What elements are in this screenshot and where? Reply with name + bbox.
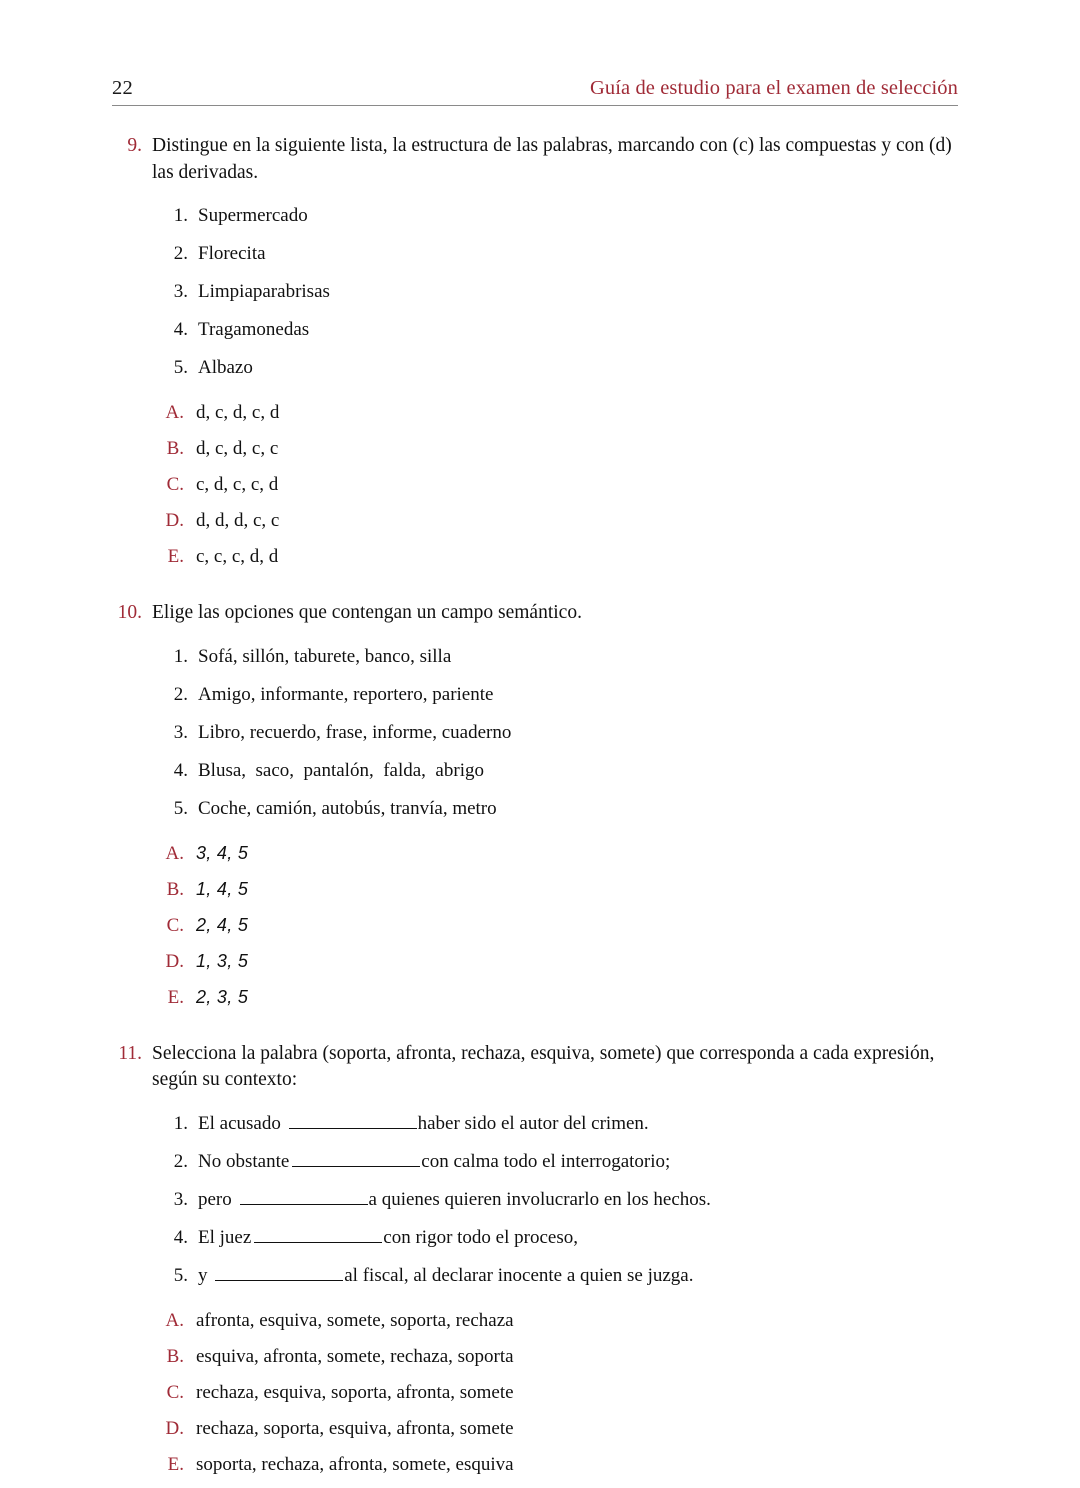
fill-in-blank[interactable] — [215, 1265, 343, 1281]
list-item-number: 4. — [173, 1226, 188, 1248]
option-letter: D. — [165, 950, 184, 972]
answer-option-a[interactable] — [112, 841, 960, 866]
list-item — [112, 644, 960, 669]
option-text: 1, 4, 5 — [196, 878, 249, 899]
question-10-text: Elige las opciones que contengan un campo semántico. — [152, 602, 582, 623]
option-letter: E. — [167, 986, 184, 1008]
fill-in-blank[interactable] — [240, 1189, 368, 1205]
question-spacer — [112, 580, 960, 600]
answer-option-e[interactable] — [112, 985, 960, 1010]
option-text: c, d, c, c, d — [196, 474, 279, 495]
option-text: soporta, rechaza, afronta, somete, esquiva — [196, 1453, 514, 1475]
answer-option-c[interactable] — [112, 913, 960, 938]
list-item — [112, 241, 960, 266]
header-title: Guía de estudio para el examen de selección — [589, 77, 958, 99]
answer-option-d[interactable] — [112, 949, 960, 974]
list-item — [112, 1149, 960, 1174]
question-9 — [112, 133, 960, 569]
question-10-number: 10. — [117, 602, 142, 623]
page-header — [112, 78, 958, 106]
list-item — [112, 682, 960, 707]
list-item-number: 1. — [173, 205, 188, 226]
option-letter: A. — [165, 402, 184, 423]
answer-option-d[interactable] — [112, 508, 960, 533]
question-11-heading — [112, 1041, 960, 1094]
fill-in-blank[interactable] — [289, 1113, 417, 1129]
option-letter: A. — [165, 842, 184, 864]
list-item-number: 3. — [173, 1188, 188, 1210]
question-10-item-list — [112, 644, 960, 821]
fill-in-blank[interactable] — [292, 1151, 420, 1167]
answer-option-a[interactable] — [112, 1308, 960, 1333]
option-letter: E. — [167, 1453, 184, 1475]
list-item — [112, 720, 960, 745]
answer-option-b[interactable] — [112, 436, 960, 461]
list-item-number: 4. — [173, 319, 188, 340]
question-11-item-list — [112, 1111, 960, 1288]
fill-in-blank[interactable] — [254, 1227, 382, 1243]
option-text: 3, 4, 5 — [196, 842, 249, 863]
answer-option-e[interactable] — [112, 544, 960, 569]
sentence-prefix: El acusado — [198, 1112, 286, 1134]
option-letter: C. — [166, 474, 184, 495]
option-letter: B. — [166, 438, 184, 459]
option-text: 1, 3, 5 — [196, 950, 249, 971]
list-item — [112, 317, 960, 342]
option-letter: B. — [166, 878, 184, 900]
question-11 — [112, 1041, 960, 1477]
list-item — [112, 796, 960, 821]
question-9-number: 9. — [127, 135, 142, 156]
list-item-label: Libro, recuerdo, frase, informe, cuaderno — [198, 721, 512, 743]
option-text: c, c, c, d, d — [196, 546, 279, 567]
question-11-number: 11. — [118, 1042, 142, 1064]
question-10 — [112, 600, 960, 1010]
list-item-label — [198, 1263, 960, 1288]
list-item-label — [198, 1225, 960, 1250]
list-item-label: Sofá, sillón, taburete, banco, silla — [198, 645, 452, 667]
list-item-number: 4. — [173, 759, 188, 781]
list-item — [112, 1187, 960, 1212]
option-text: d, d, d, c, c — [196, 510, 280, 531]
option-letter: A. — [165, 1309, 184, 1331]
option-text: rechaza, soporta, esquiva, afronta, somete — [196, 1417, 514, 1439]
list-item-number: 1. — [173, 645, 188, 667]
option-text: afronta, esquiva, somete, soporta, rechaza — [196, 1309, 514, 1331]
sentence-prefix: y — [198, 1264, 213, 1286]
option-letter: E. — [167, 546, 184, 567]
list-item-number: 5. — [173, 1264, 188, 1286]
option-letter: C. — [166, 914, 184, 936]
list-item — [112, 355, 960, 380]
list-item-label — [198, 1111, 960, 1136]
question-10-options — [112, 841, 960, 1010]
list-item — [112, 1225, 960, 1250]
option-text: d, c, d, c, c — [196, 438, 279, 459]
list-item-number: 2. — [173, 683, 188, 705]
list-item-label — [198, 1149, 960, 1174]
answer-option-c[interactable] — [112, 472, 960, 497]
sentence-suffix: con rigor todo el proceso, — [383, 1226, 578, 1248]
list-item-number: 3. — [173, 721, 188, 743]
list-item-label: Tragamonedas — [198, 319, 310, 340]
option-text: d, c, d, c, d — [196, 402, 280, 423]
sentence-suffix: con calma todo el interrogatorio; — [421, 1150, 671, 1172]
page-number: 22 — [112, 77, 133, 99]
question-9-text: Distingue en la siguiente lista, la estructura de las palabras, marcando con (c) las compuestas y con (d) las derivadas. — [152, 135, 952, 183]
option-text: 2, 3, 5 — [196, 986, 249, 1007]
option-letter: C. — [166, 1381, 184, 1403]
answer-option-a[interactable] — [112, 400, 960, 425]
sentence-prefix: No obstante — [198, 1150, 290, 1172]
list-item-label: Limpiaparabrisas — [198, 281, 330, 302]
list-item-label: Blusa, saco, pantalón, falda, abrigo — [198, 759, 484, 781]
option-letter: D. — [165, 1417, 184, 1439]
option-text: 2, 4, 5 — [196, 914, 249, 935]
answer-option-b[interactable] — [112, 1344, 960, 1369]
list-item — [112, 203, 960, 228]
option-text: rechaza, esquiva, soporta, afronta, somete — [196, 1381, 514, 1403]
list-item-label — [198, 1187, 960, 1212]
answer-option-c[interactable] — [112, 1380, 960, 1405]
question-9-heading — [112, 133, 960, 186]
question-11-options — [112, 1308, 960, 1477]
sentence-prefix: pero — [198, 1188, 237, 1210]
list-item-label: Albazo — [198, 357, 253, 378]
list-item — [112, 758, 960, 783]
sentence-suffix: a quienes quieren involucrarlo en los hechos. — [368, 1188, 711, 1210]
answer-option-b[interactable] — [112, 877, 960, 902]
option-letter: D. — [165, 510, 184, 531]
list-item-label: Florecita — [198, 243, 266, 264]
list-item — [112, 279, 960, 304]
list-item-number: 5. — [173, 357, 188, 378]
sentence-suffix: haber sido el autor del crimen. — [417, 1112, 649, 1134]
list-item-number: 2. — [173, 1150, 188, 1172]
list-item-number: 2. — [173, 243, 188, 264]
list-item — [112, 1263, 960, 1288]
option-letter: B. — [166, 1345, 184, 1367]
list-item-label: Coche, camión, autobús, tranvía, metro — [198, 797, 497, 819]
sentence-suffix: al fiscal, al declarar inocente a quien se juzga. — [344, 1264, 694, 1286]
list-item-number: 5. — [173, 797, 188, 819]
question-10-heading — [112, 600, 960, 627]
sentence-prefix: El juez — [198, 1226, 252, 1248]
question-9-options — [112, 400, 960, 569]
answer-option-e[interactable] — [112, 1452, 960, 1477]
answer-option-d[interactable] — [112, 1416, 960, 1441]
option-text: esquiva, afronta, somete, rechaza, soporta — [196, 1345, 514, 1367]
list-item — [112, 1111, 960, 1136]
question-11-text: Selecciona la palabra (soporta, afronta, rechaza, esquiva, somete) que corresponda a cada expresión, según su contexto: — [152, 1042, 935, 1090]
page-content — [112, 133, 960, 1488]
question-9-item-list — [112, 203, 960, 380]
list-item-number: 1. — [173, 1112, 188, 1134]
question-spacer — [112, 1021, 960, 1041]
list-item-number: 3. — [173, 281, 188, 302]
list-item-label: Amigo, informante, reportero, pariente — [198, 683, 494, 705]
list-item-label: Supermercado — [198, 205, 308, 226]
